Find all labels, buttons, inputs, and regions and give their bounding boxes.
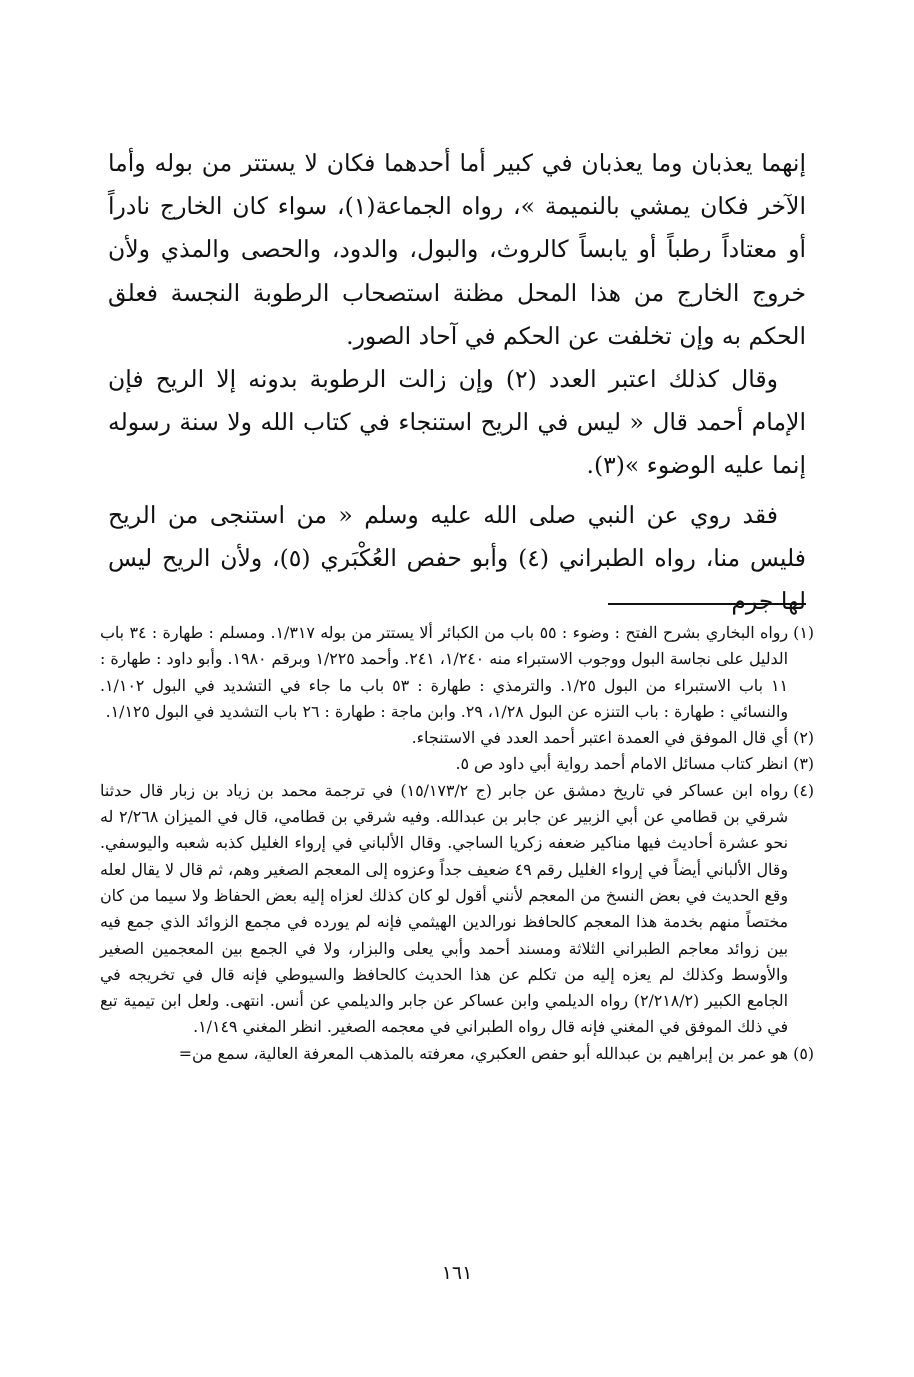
footnote-text: رواه البخاري بشرح الفتح : وضوء : ٥٥ باب من الكبائر ألا يستتر من بوله ١/٣١٧. ومسلم : طهارة : ٣٤ باب الدليل على نجاسة البول ووجوب الاستبراء منه ١/٢٤٠، ٢٤١. وأحمد ١/٢٢٥ وبرقم ١٩٨٠. وأبو داود : طهارة : ١١ باب الاستبراء من البول ١/٢٥. والترمذي : طهارة : ٥٣ باب ما جاء في التشديد في البول ١/١٠٢. والنسائي : طهارة : باب التنزه عن البول ١/٢٨، ٢٩. وابن ماجة : طهارة : ٢٦ باب التشديد في البول ١/١٢٥. — [100, 623, 789, 721]
footnote-3 — [100, 751, 814, 777]
paragraph-3: فقد روي عن النبي صلى الله عليه وسلم « من استنجى من الريح فليس منا، رواه الطبراني (٤) وأبو حفص العُكْبَري (٥)، ولأن الريح ليس لها جرم — [108, 500, 807, 616]
paragraph-1: إنهما يعذبان وما يعذبان في كبير أما أحدهما فكان لا يستتر من بوله وأما الآخر فكان يمشي بالنميمة »، رواه الجماعة(١)، سواء كان الخارج نادراً أو معتاداً رطباً أو يابساً كالروث، والبول، والدود، والحصى والمذي ولأن خروج الخارج من هذا المحل مظنة استصحاب الرطوبة النجسة فعلق الحكم به وإن تخلفت عن الحكم في آحاد الصور. — [108, 149, 806, 350]
page-number: ١٦١ — [441, 1262, 473, 1284]
footnotes — [100, 620, 814, 1067]
footnote-text: رواه ابن عساكر في تاريخ دمشق عن جابر (ج ١٥/١٧٣/٢) في ترجمة محمد بن زياد بن زبار قال حدثنا شرقي بن قطامي عن أبي الزبير عن جابر بن عبدالله. وفيه شرقي بن قطامي، قال في الميزان ٢/٢٦٨ له نحو عشرة أحاديث فيها مناكير ضعفه زكريا الساجي. وقال الألباني في إرواء الغليل كذبه شعبه واليوسفي. وقال الألباني أيضاً في إرواء الغليل رقم ٤٩ ضعيف جداً وعزوه إلى المعجم الصغير وهم، ثم قال لا يقال لعله وقع الحديث في بعض النسخ من المعجم لأنني أقول لو كان كذلك لعزاه إليه بعض الحفاظ ولا سيما من كان مختصاً منهم بخدمة هذا المعجم كالحافظ نورالدين الهيثمي فإنه لم يورده في مجمع الزوائد الذي جمع فيه بين زوائد معاجم الطبراني الثلاثة ومسند أحمد وأبي يعلى والبزار، ولا في الجمع بين المعجمين الصغير والأوسط وكذلك لم يعزه إليه من تكلم عن هذا الحديث كالحافظ والسيوطي فإنه قال في تخريجه في الجامع الكبير (٢/٢١٨/٢) رواه الديلمي وابن عساكر عن جابر والديلمي عن أنس. انتهى. ولعل ابن تيمية تبع في ذلك الموفق في المغني فإنه قال رواه الطبراني في معجمه الصغير. انظر المغني ١/١٤٩. — [100, 780, 789, 1037]
footnote-number: (٥) — [793, 1043, 814, 1063]
footnote-4 — [100, 778, 814, 1041]
footnote-2 — [100, 725, 814, 751]
footnote-1 — [100, 620, 814, 725]
main-text — [108, 142, 806, 623]
footnote-number: (٣) — [793, 754, 814, 774]
footnote-number: (٢) — [793, 728, 814, 748]
footnote-text: أي قال الموفق في العمدة اعتبر أحمد العدد في الاستنجاء. — [411, 728, 788, 748]
footnote-number: (١) — [793, 623, 814, 642]
footnote-5 — [100, 1041, 814, 1067]
footnote-text: انظر كتاب مسائل الامام أحمد رواية أبي داود ص ٥. — [455, 754, 788, 774]
footnote-number: (٤) — [793, 780, 814, 800]
footnote-text: هو عمر بن إبراهيم بن عبدالله أبو حفص العكبري، معرفته بالمذهب المعرفة العالية، سمع من= — [178, 1043, 788, 1063]
paragraph-2: وقال كذلك اعتبر العدد (٢) وإن زالت الرطوبة بدونه إلا الريح فإن الإمام أحمد قال « ليس في الريح استنجاء في كتاب الله ولا سنة رسوله إنما عليه الوضوء »(٣). — [108, 365, 806, 480]
footnote-separator — [608, 603, 806, 605]
